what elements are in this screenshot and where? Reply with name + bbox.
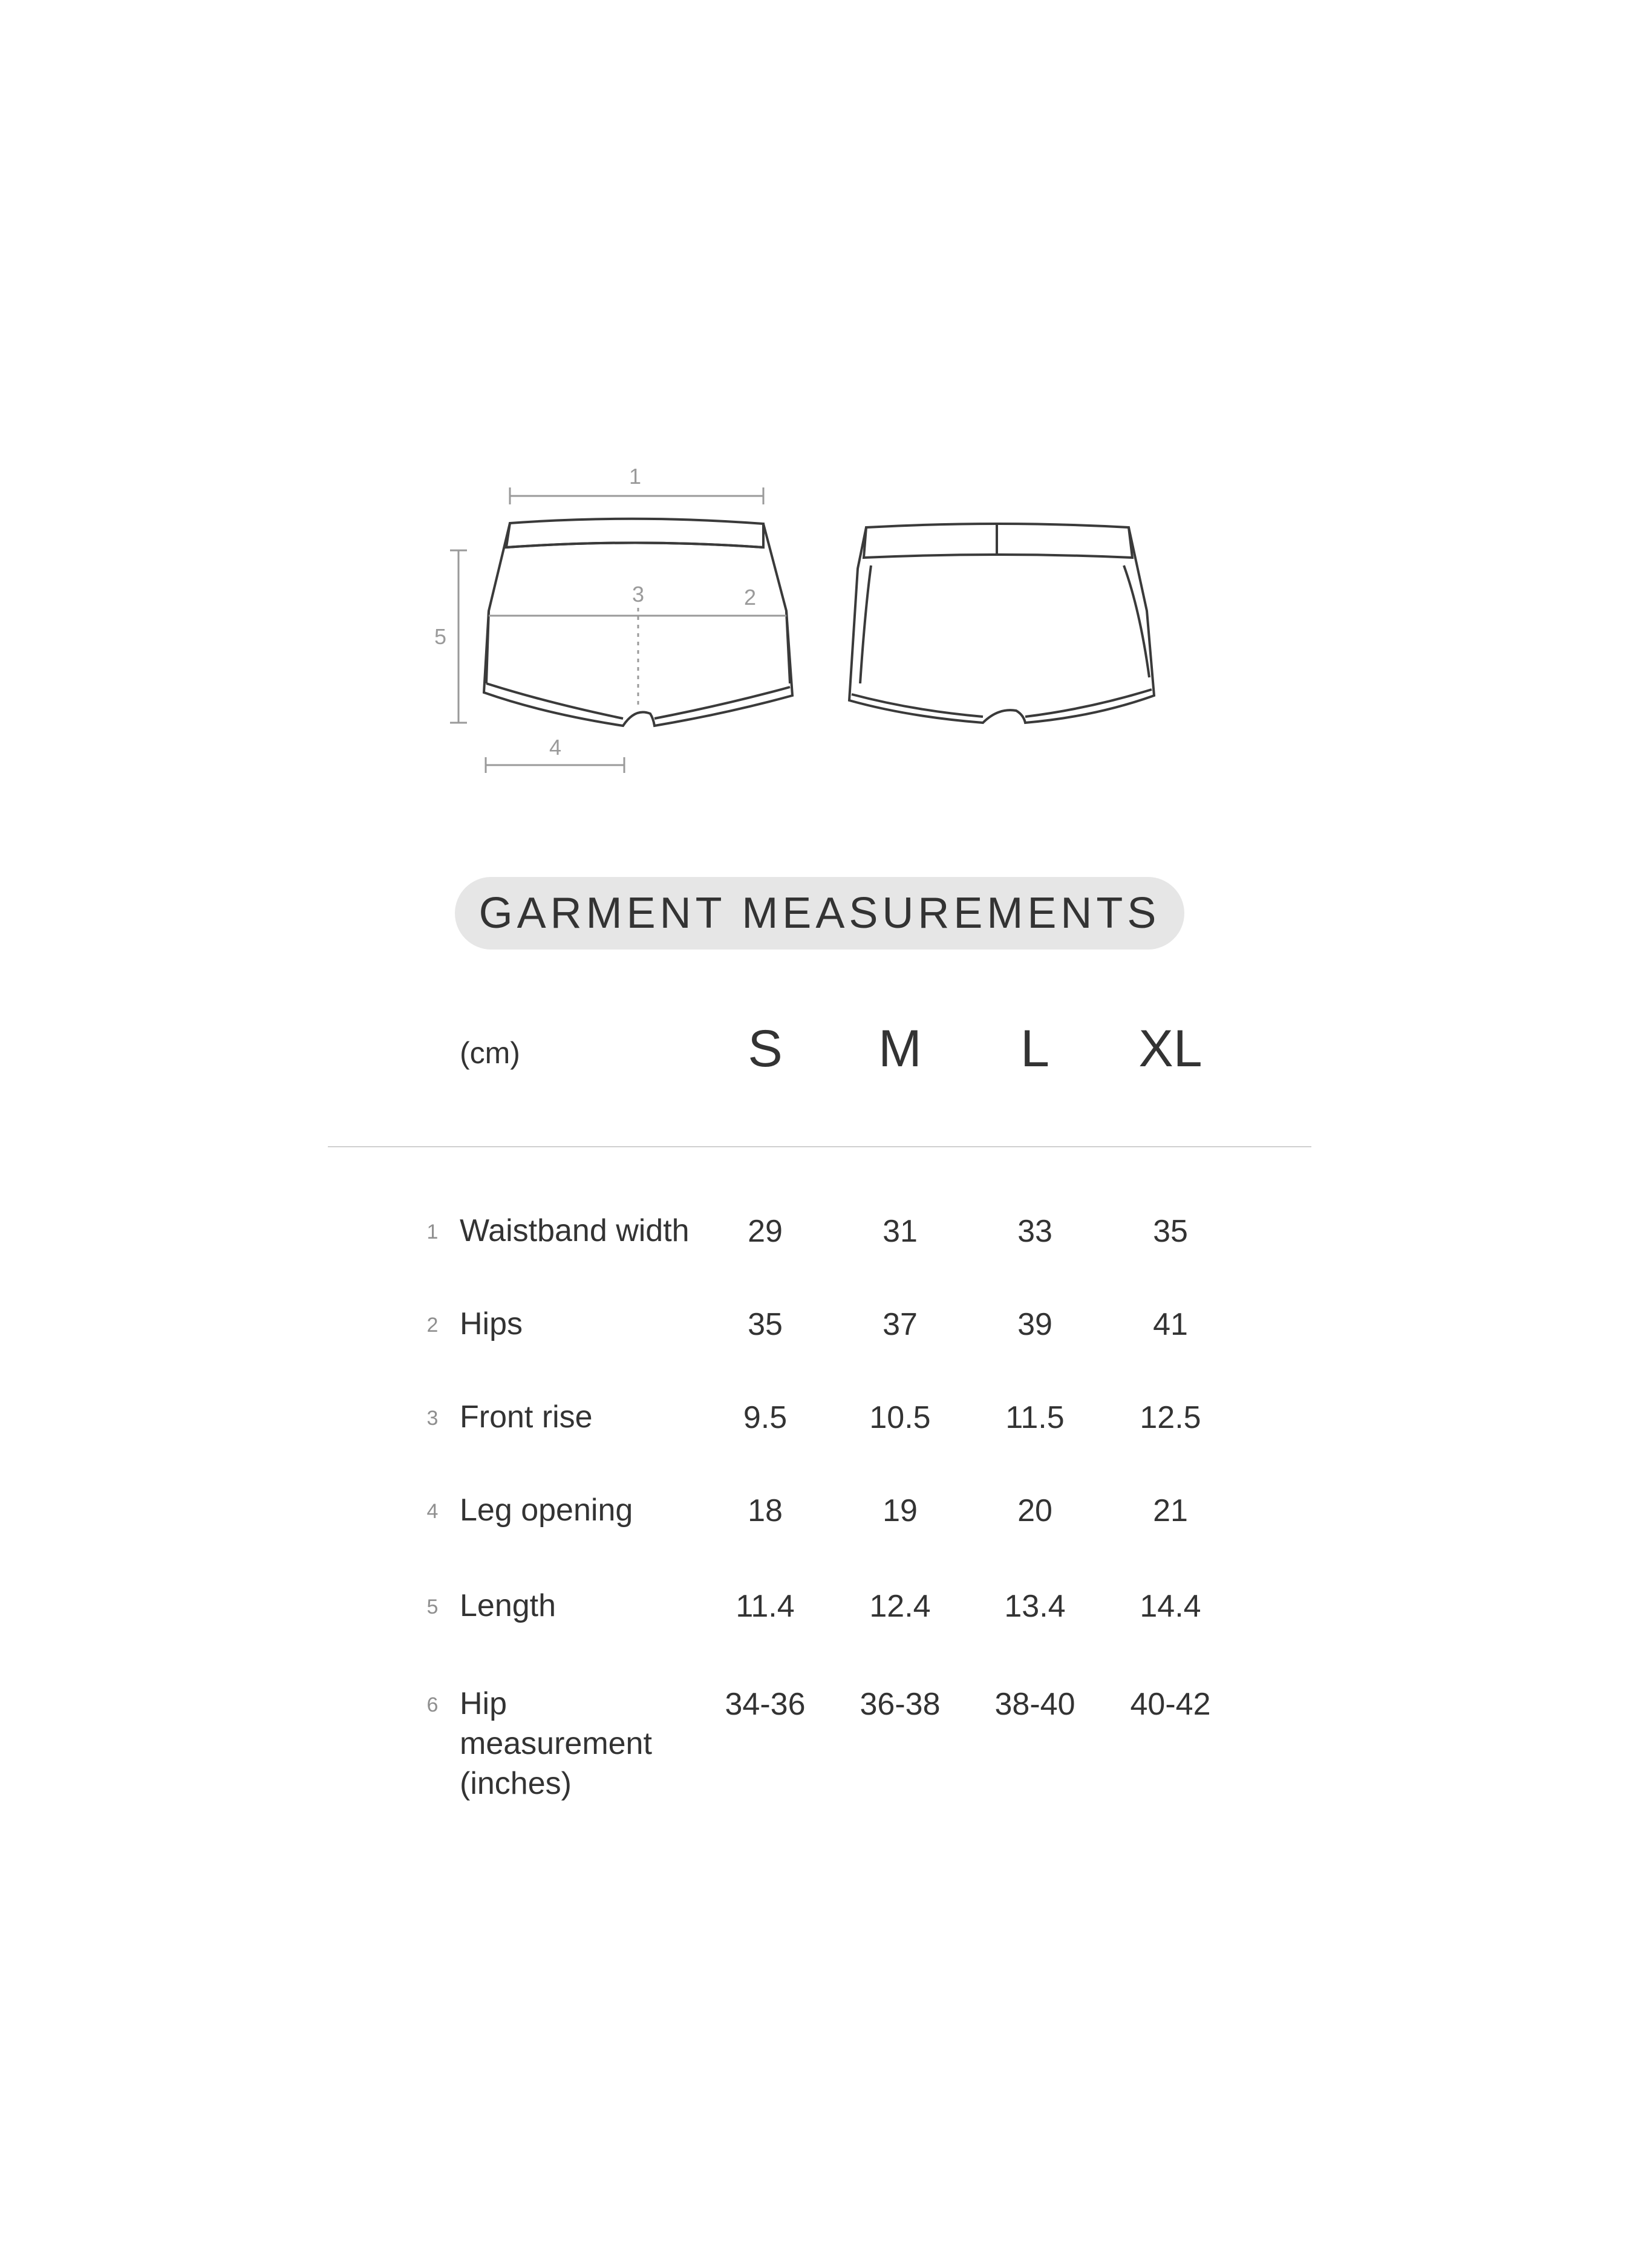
front-measure-lines	[450, 487, 786, 773]
row-number: 3	[426, 1407, 439, 1430]
row-number: 5	[426, 1595, 439, 1618]
marker-4: 4	[549, 735, 562, 760]
table-cell: 35	[1153, 1214, 1188, 1249]
table-cell: 33	[1017, 1214, 1052, 1249]
row-label: Front rise	[460, 1400, 593, 1435]
table-cell: 37	[883, 1307, 918, 1342]
back-view-drawing	[849, 524, 1154, 723]
marker-1: 1	[628, 464, 642, 489]
table-cell: 13.4	[1004, 1589, 1066, 1624]
size-header-xl: XL	[1138, 1020, 1202, 1078]
row-label: Hip measurement (inches)	[460, 1686, 652, 1801]
row-label: Hips	[460, 1306, 523, 1341]
table-cell: 36-38	[860, 1687, 941, 1722]
row-label: Leg opening	[460, 1493, 633, 1528]
row-label: Waistband width	[460, 1213, 690, 1248]
row-number: 6	[426, 1693, 439, 1716]
table-cell: 21	[1153, 1493, 1188, 1528]
table-cell: 12.5	[1140, 1400, 1201, 1435]
table-cell: 41	[1153, 1307, 1188, 1342]
marker-2: 2	[743, 585, 757, 610]
table-cell: 38-40	[994, 1687, 1075, 1722]
table-cell: 10.5	[869, 1400, 931, 1435]
table-cell: 9.5	[743, 1400, 788, 1435]
table-cell: 11.5	[1005, 1400, 1065, 1435]
table-cell: 12.4	[869, 1589, 931, 1624]
row-label: Length	[460, 1588, 556, 1623]
table-cell: 29	[748, 1214, 783, 1249]
garment-diagram	[0, 0, 1638, 816]
page-title: GARMENT MEASUREMENTS	[478, 889, 1161, 937]
unit-label: (cm)	[460, 1036, 520, 1070]
size-header-l: L	[1020, 1020, 1049, 1078]
marker-5: 5	[434, 624, 447, 649]
table-cell: 34-36	[725, 1687, 806, 1722]
row-number: 2	[426, 1314, 439, 1337]
table-cell: 39	[1017, 1307, 1052, 1342]
size-header-s: S	[748, 1020, 783, 1078]
table-cell: 14.4	[1140, 1589, 1201, 1624]
table-cell: 18	[748, 1493, 783, 1528]
table-cell: 19	[883, 1493, 918, 1528]
table-cell: 31	[883, 1214, 918, 1249]
table-cell: 11.4	[736, 1589, 795, 1624]
row-number: 1	[426, 1220, 439, 1243]
header-divider	[328, 1146, 1311, 1147]
row-number: 4	[426, 1500, 439, 1523]
marker-3: 3	[631, 582, 645, 607]
table-cell: 20	[1017, 1493, 1052, 1528]
table-cell: 40-42	[1130, 1687, 1211, 1722]
title-pill	[455, 877, 1184, 950]
size-header-m: M	[878, 1020, 922, 1078]
table-cell: 35	[748, 1307, 783, 1342]
